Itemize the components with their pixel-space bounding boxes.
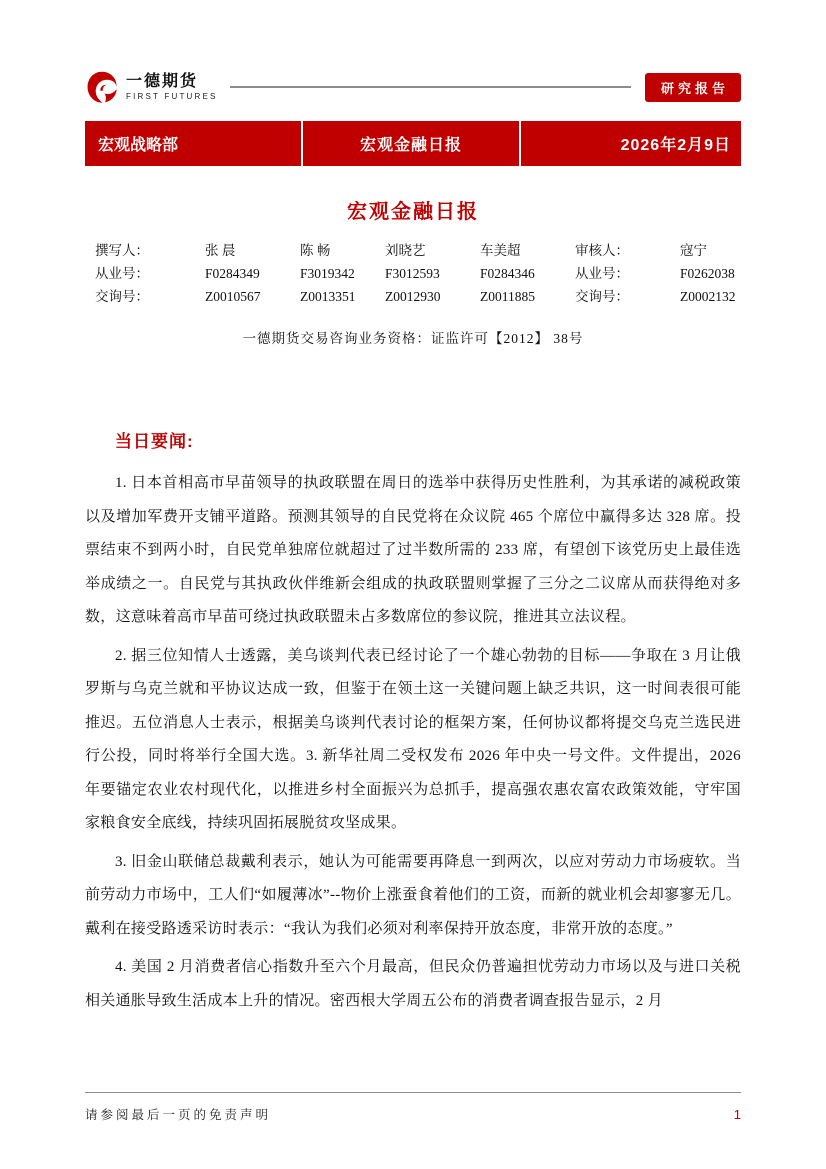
reviewer-license: F0262038 xyxy=(680,266,735,281)
writer-name: 车美超 xyxy=(480,243,521,258)
company-logo xyxy=(85,70,218,104)
news-paragraph-4: 4. 美国 2 月消费者信心指数升至六个月最高，但民众仍普遍担忧劳动力市场以及与进口关税相关通胀导致生活成本上升的情况。密西根大学周五公布的消费者调查报告显示，2 月 xyxy=(85,959,741,1009)
writer-consult: Z0011885 xyxy=(480,289,535,304)
reviewer-name: 寇宁 xyxy=(680,243,707,258)
news-paragraph-1: 1. 日本首相高市早苗领导的执政联盟在周日的选举中获得历史性胜利，为其承诺的减税政策以及增加军费开支铺平道路。预测其领导的自民党将在众议院 465 个席位中赢得多达 328 席。投票结束不到两小时，自民党单独席位就超过了过半数所需的 233 席，有望创下该党历史上最佳选举成绩之一。自民党与其执政伙伴维新会组成的执政联盟则掌握了三分之二议席从而获得绝对多数，这意味着高市早苗可绕过执政联盟未占多数席位的参议院，推进其立法议程。 xyxy=(85,475,741,625)
report-date-cell: 2026年2月9日 xyxy=(620,137,731,154)
authors-license-row xyxy=(95,262,741,285)
report-name-cell: 宏观金融日报 xyxy=(301,121,521,166)
footer-disclaimer: 请参阅最后一页的免责声明 xyxy=(85,1108,272,1122)
news-paragraph-3: 3. 旧金山联储总裁戴利表示，她认为可能需要再降息一到两次，以应对劳动力市场疲软。当前劳动力市场中，工人们“如履薄冰”--物价上涨蚕食着他们的工资，而新的就业机会却寥寥无几。戴利在接受路透采访时表示：“我认为我们必须对利率保持开放态度，非常开放的态度。” xyxy=(85,853,741,937)
consult-label: 交询号： xyxy=(95,289,149,304)
writer-name: 陈 畅 xyxy=(300,243,331,258)
license-label: 从业号： xyxy=(575,266,629,281)
writer-consult: Z0010567 xyxy=(205,289,261,304)
writer-consult: Z0012930 xyxy=(385,289,441,304)
license-label: 从业号： xyxy=(95,266,149,281)
authors-consult-row xyxy=(95,285,741,308)
logo-text xyxy=(126,73,218,102)
writer-license: F0284346 xyxy=(480,266,535,281)
writer-license: F3012593 xyxy=(385,266,440,281)
consult-label: 交询号： xyxy=(575,289,629,304)
page-number: 1 xyxy=(733,1106,741,1122)
phoenix-logo-icon xyxy=(85,70,119,104)
authors-name-row xyxy=(95,239,741,262)
writer-license: F3019342 xyxy=(300,266,355,281)
writer-name: 张 晨 xyxy=(205,243,236,258)
writer-name: 刘晓艺 xyxy=(385,243,426,258)
reviewer-consult: Z0002132 xyxy=(680,289,736,304)
brand-divider-rule xyxy=(230,86,631,88)
footer-divider-rule xyxy=(85,1092,741,1093)
report-header-bar xyxy=(85,121,741,166)
brand-row xyxy=(85,70,741,104)
footer-row xyxy=(85,1105,741,1123)
writer-label: 撰写人： xyxy=(95,243,149,258)
authors-table xyxy=(85,239,741,308)
reviewer-label: 审核人： xyxy=(575,243,629,258)
page-title: 宏观金融日报 xyxy=(347,201,479,223)
news-body xyxy=(85,467,741,1018)
page-content xyxy=(85,0,741,1018)
page-footer xyxy=(85,1092,741,1123)
brand-name-en: FIRST FUTURES xyxy=(126,91,218,101)
qualification-note: 一德期货交易咨询业务资格：证监许可【2012】 38号 xyxy=(242,331,584,346)
writer-license: F0284349 xyxy=(205,266,260,281)
news-paragraph-2: 2. 据三位知情人士透露，美乌谈判代表已经讨论了一个雄心勃勃的目标——争取在 3 月让俄罗斯与乌克兰就和平协议达成一致，但鉴于在领土这一关键问题上缺乏共识，这一时间表很可能推迟。五位消息人士表示，根据美乌谈判代表讨论的框架方案，任何协议都将提交乌克兰选民进行公投，同时将举行全国大选。3. 新华社周二受权发布 2026 年中央一号文件。文件提出，2026 年要锚定农业农村现代化，以推进乡村全面振兴为总抓手，提高强农惠农富农政策效能，守牢国家粮食安全底线，持续巩固拓展脱贫攻坚成果。 xyxy=(85,647,741,831)
writer-consult: Z0013351 xyxy=(300,289,356,304)
section-title-daily-news: 当日要闻: xyxy=(115,432,194,451)
research-report-badge: 研究报告 xyxy=(645,73,741,102)
brand-name-cn: 一德期货 xyxy=(126,72,199,90)
department-cell: 宏观战略部 xyxy=(98,137,179,154)
